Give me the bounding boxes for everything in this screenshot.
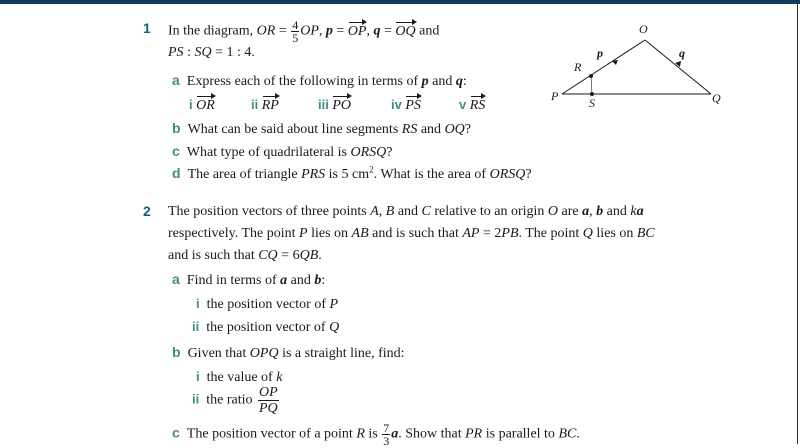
arrow-on-q (675, 61, 681, 67)
q1-part-c: c What type of quadrilateral is ORSQ? (172, 143, 393, 160)
q1-a-item-iv: iv PS (391, 97, 421, 113)
q2-b-item-ii: ii the ratio $\frac{OP}{PQ}$ (192, 385, 278, 416)
q1-ratio-line: PS : SQ = 1 : 4. (168, 45, 255, 60)
q1-part-d: d The area of triangle PRS is 5 $cm^2$. What is the area of ORSQ? (172, 164, 532, 182)
q1-a-item-v: v RS (459, 97, 486, 113)
triangle-diagram (540, 15, 740, 125)
line-OQ (645, 40, 711, 94)
top-border (0, 0, 800, 4)
q2-part-c: c The position vector of a point R is $\frac{7}{3}$ a. Show that PR is parallel to BC. (172, 421, 580, 448)
q2-line-1: The position vectors of three points A, B and C relative to an origin O are a, b and ka (168, 204, 644, 219)
fraction-op-pq: $\frac{OP}{PQ}$ (259, 385, 278, 416)
label-P: P (551, 89, 559, 103)
q1-a-item-iii: iii PO (318, 97, 352, 113)
question-1-number: 1 (143, 20, 151, 36)
label-R: R (574, 60, 582, 74)
q1-a-item-ii: ii RP (251, 97, 279, 113)
label-O: O (639, 22, 648, 36)
q1-intro-line: In the diagram, OR = $\frac{4}{5}$ OP, p = OP, q = OQ and (168, 18, 440, 45)
label-q-vector: q (679, 46, 685, 60)
q2-part-b: b Given that OPQ is a straight line, find: (172, 344, 405, 361)
q1-part-a: a Express each of the following in terms of p and q: (172, 72, 467, 89)
label-p-vector: p (597, 46, 603, 60)
q2-line-3: and is such that CQ = 6QB. (168, 248, 322, 263)
q2-a-item-i: i the position vector of P (196, 296, 339, 312)
right-border (797, 0, 798, 444)
fraction-4-5: $\frac{4}{5}$ (292, 18, 299, 45)
label-S: S (589, 96, 595, 110)
q2-a-item-ii: ii the position vector of Q (192, 319, 340, 335)
q2-line-2: respectively. The point P lies on AB and is such that AP = 2PB. The point Q lies on BC (168, 226, 655, 241)
question-2-number: 2 (143, 203, 151, 219)
q1-a-item-i: i OR (189, 97, 215, 113)
q1-part-b: b What can be said about line segments RS and OQ? (172, 120, 472, 137)
q2-b-item-i: i the value of k (196, 369, 283, 385)
line-RS (591, 76, 592, 94)
q2-part-a: a Find in terms of a and b: (172, 271, 326, 288)
fraction-7-3: $\frac{7}{3}$ (383, 421, 390, 448)
label-Q: Q (712, 91, 721, 105)
